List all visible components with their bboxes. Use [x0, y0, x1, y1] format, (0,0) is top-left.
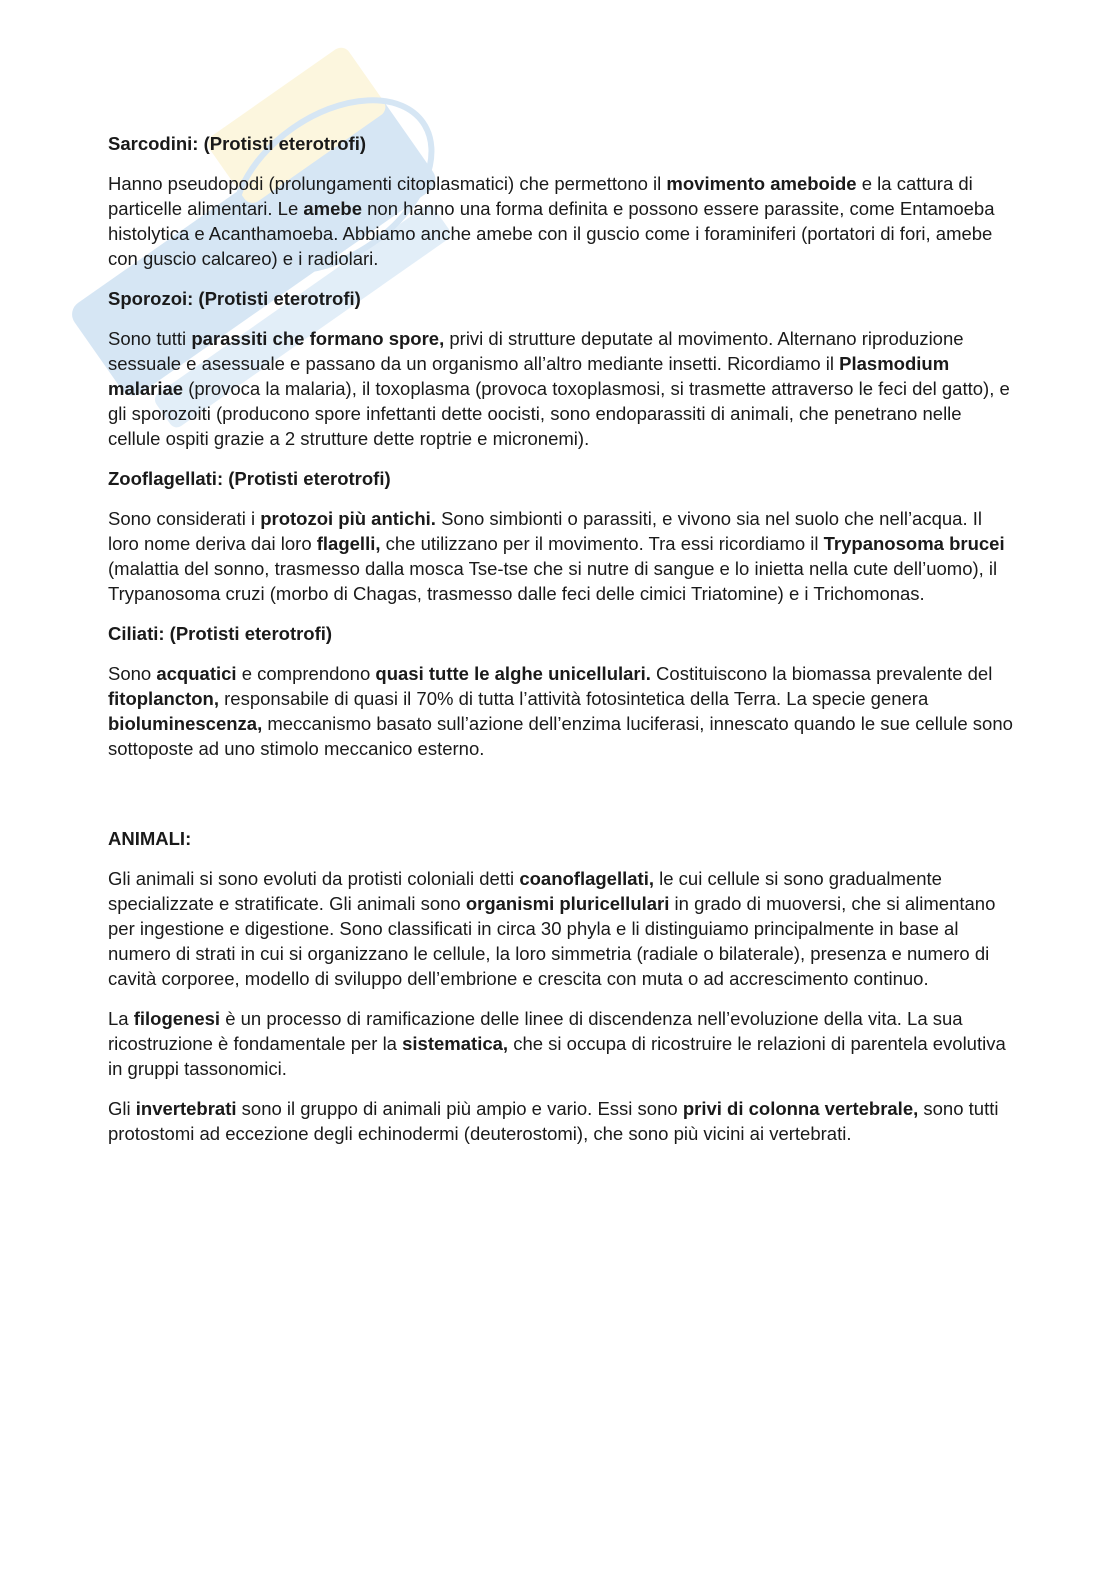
bold-term: bioluminescenza, — [108, 713, 263, 734]
text-run: Sono considerati i — [108, 508, 261, 529]
text-run: Costituiscono la biomassa prevalente del — [650, 663, 993, 684]
bold-term: Plasmodium malariae — [108, 353, 950, 399]
bold-term: parassiti che formano spore, — [191, 328, 445, 349]
text-run: e la cattura di particelle alimentari. Le — [108, 173, 973, 219]
text-run: Gli — [108, 1098, 136, 1119]
section-heading: Sarcodini: (Protisti eterotrofi) — [108, 133, 366, 154]
bold-term: filogenesi — [133, 1008, 221, 1029]
bold-term: organismi pluricellulari — [465, 893, 670, 914]
section-heading: Zooflagellati: (Protisti eterotrofi) — [108, 468, 391, 489]
text-run: meccanismo basato sull’azione dell’enzima luciferasi, innescato quando le sue cellule sono sottoposte ad uno stimolo meccanico esterno. — [108, 713, 1013, 759]
text-run: privi di strutture deputate al movimento. Alternano riproduzione sessuale e asessuale e passano da un organismo all’altro mediante insetti. Ricordiamo il — [108, 328, 964, 374]
text-run: La — [108, 1008, 134, 1029]
section-paragraph — [108, 661, 1013, 761]
section-paragraph — [108, 506, 1013, 606]
section-paragraph — [108, 1096, 1013, 1146]
bold-term: fitoplancton, — [108, 688, 219, 709]
text-run: responsabile di quasi il 70% di tutta l’attività fotosintetica della Terra. La specie genera — [218, 688, 929, 709]
section-paragraph — [108, 171, 1013, 271]
bold-term: Trypanosoma brucei — [823, 533, 1005, 554]
text-run: Sono — [108, 663, 157, 684]
text-run: (provoca la malaria), il toxoplasma (provoca toxoplasmosi, si trasmette attraverso le feci del gatto), e gli sporozoiti (producono spore infettanti dette oocisti, sono endoparassiti di animali, che penetrano nelle cellule ospiti grazie a 2 strutture dette roptrie e micronemi). — [108, 378, 1010, 449]
text-run: non hanno una forma definita e possono essere parassite, come Entamoeba histolytica e Acanthamoeba. Abbiamo anche amebe con il guscio come i foraminiferi (portatori di fori, amebe con guscio calcareo) e i radiolari. — [108, 198, 995, 269]
section-heading: Ciliati: (Protisti eterotrofi) — [108, 623, 333, 644]
text-run: è un processo di ramificazione delle linee di discendenza nell’evoluzione della vita. La sua ricostruzione è fondamentale per la — [108, 1008, 963, 1054]
text-run: le cui cellule si sono gradualmente specializzate e stratificate. Gli animali sono — [108, 868, 942, 914]
section-heading: ANIMALI: — [108, 828, 192, 849]
text-run: Sono simbionti o parassiti, e vivono sia nel suolo che nell’acqua. Il loro nome deriva dai loro — [108, 508, 982, 554]
bold-term: coanoflagellati, — [519, 868, 654, 889]
text-run: Gli animali si sono evoluti da protisti coloniali detti — [108, 868, 520, 889]
bold-term: protozoi più antichi. — [260, 508, 436, 529]
text-run: Hanno pseudopodi (prolungamenti citoplasmatici) che permettono il — [108, 173, 667, 194]
section-paragraph — [108, 326, 1013, 451]
bold-term: invertebrati — [135, 1098, 237, 1119]
bold-term: amebe — [303, 198, 362, 219]
text-run: e comprendono — [236, 663, 376, 684]
bold-term: sistematica, — [402, 1033, 509, 1054]
text-run: in grado di muoversi, che si alimentano per ingestione e digestione. Sono classificati in circa 30 phyla e li distinguiamo principalmente in base al numero di strati in cui si organizzano le cellule, la loro simmetria (radiale o bilaterale), presenza e numero di cavità corporee, modello di sviluppo dell’embrione e crescita con muta o ad accrescimento continuo. — [108, 893, 996, 989]
section-paragraph — [108, 866, 1013, 991]
bold-term: movimento ameboide — [666, 173, 857, 194]
bold-term: flagelli, — [316, 533, 381, 554]
bold-term: privi di colonna vertebrale, — [682, 1098, 919, 1119]
text-run: Sono tutti — [108, 328, 192, 349]
bold-term: acquatici — [156, 663, 237, 684]
text-run: sono il gruppo di animali più ampio e vario. Essi sono — [236, 1098, 683, 1119]
document-body — [108, 131, 1013, 1161]
text-run: che utilizzano per il movimento. Tra essi ricordiamo il — [380, 533, 824, 554]
text-run: che si occupa di ricostruire le relazioni di parentela evolutiva in gruppi tassonomici. — [108, 1033, 1006, 1079]
section-spacer — [108, 776, 1013, 826]
section-heading: Sporozoi: (Protisti eterotrofi) — [108, 288, 361, 309]
text-run: (malattia del sonno, trasmesso dalla mosca Tse-tse che si nutre di sangue e lo inietta nella cute dell’uomo), il Trypanosoma cruzi (morbo di Chagas, trasmesso dalle feci delle cimici Triatomine) e i Trichomonas. — [108, 558, 998, 604]
bold-term: quasi tutte le alghe unicellulari. — [375, 663, 651, 684]
text-run: sono tutti protostomi ad eccezione degli echinodermi (deuterostomi), che sono più vicini ai vertebrati. — [108, 1098, 999, 1144]
section-paragraph — [108, 1006, 1013, 1081]
